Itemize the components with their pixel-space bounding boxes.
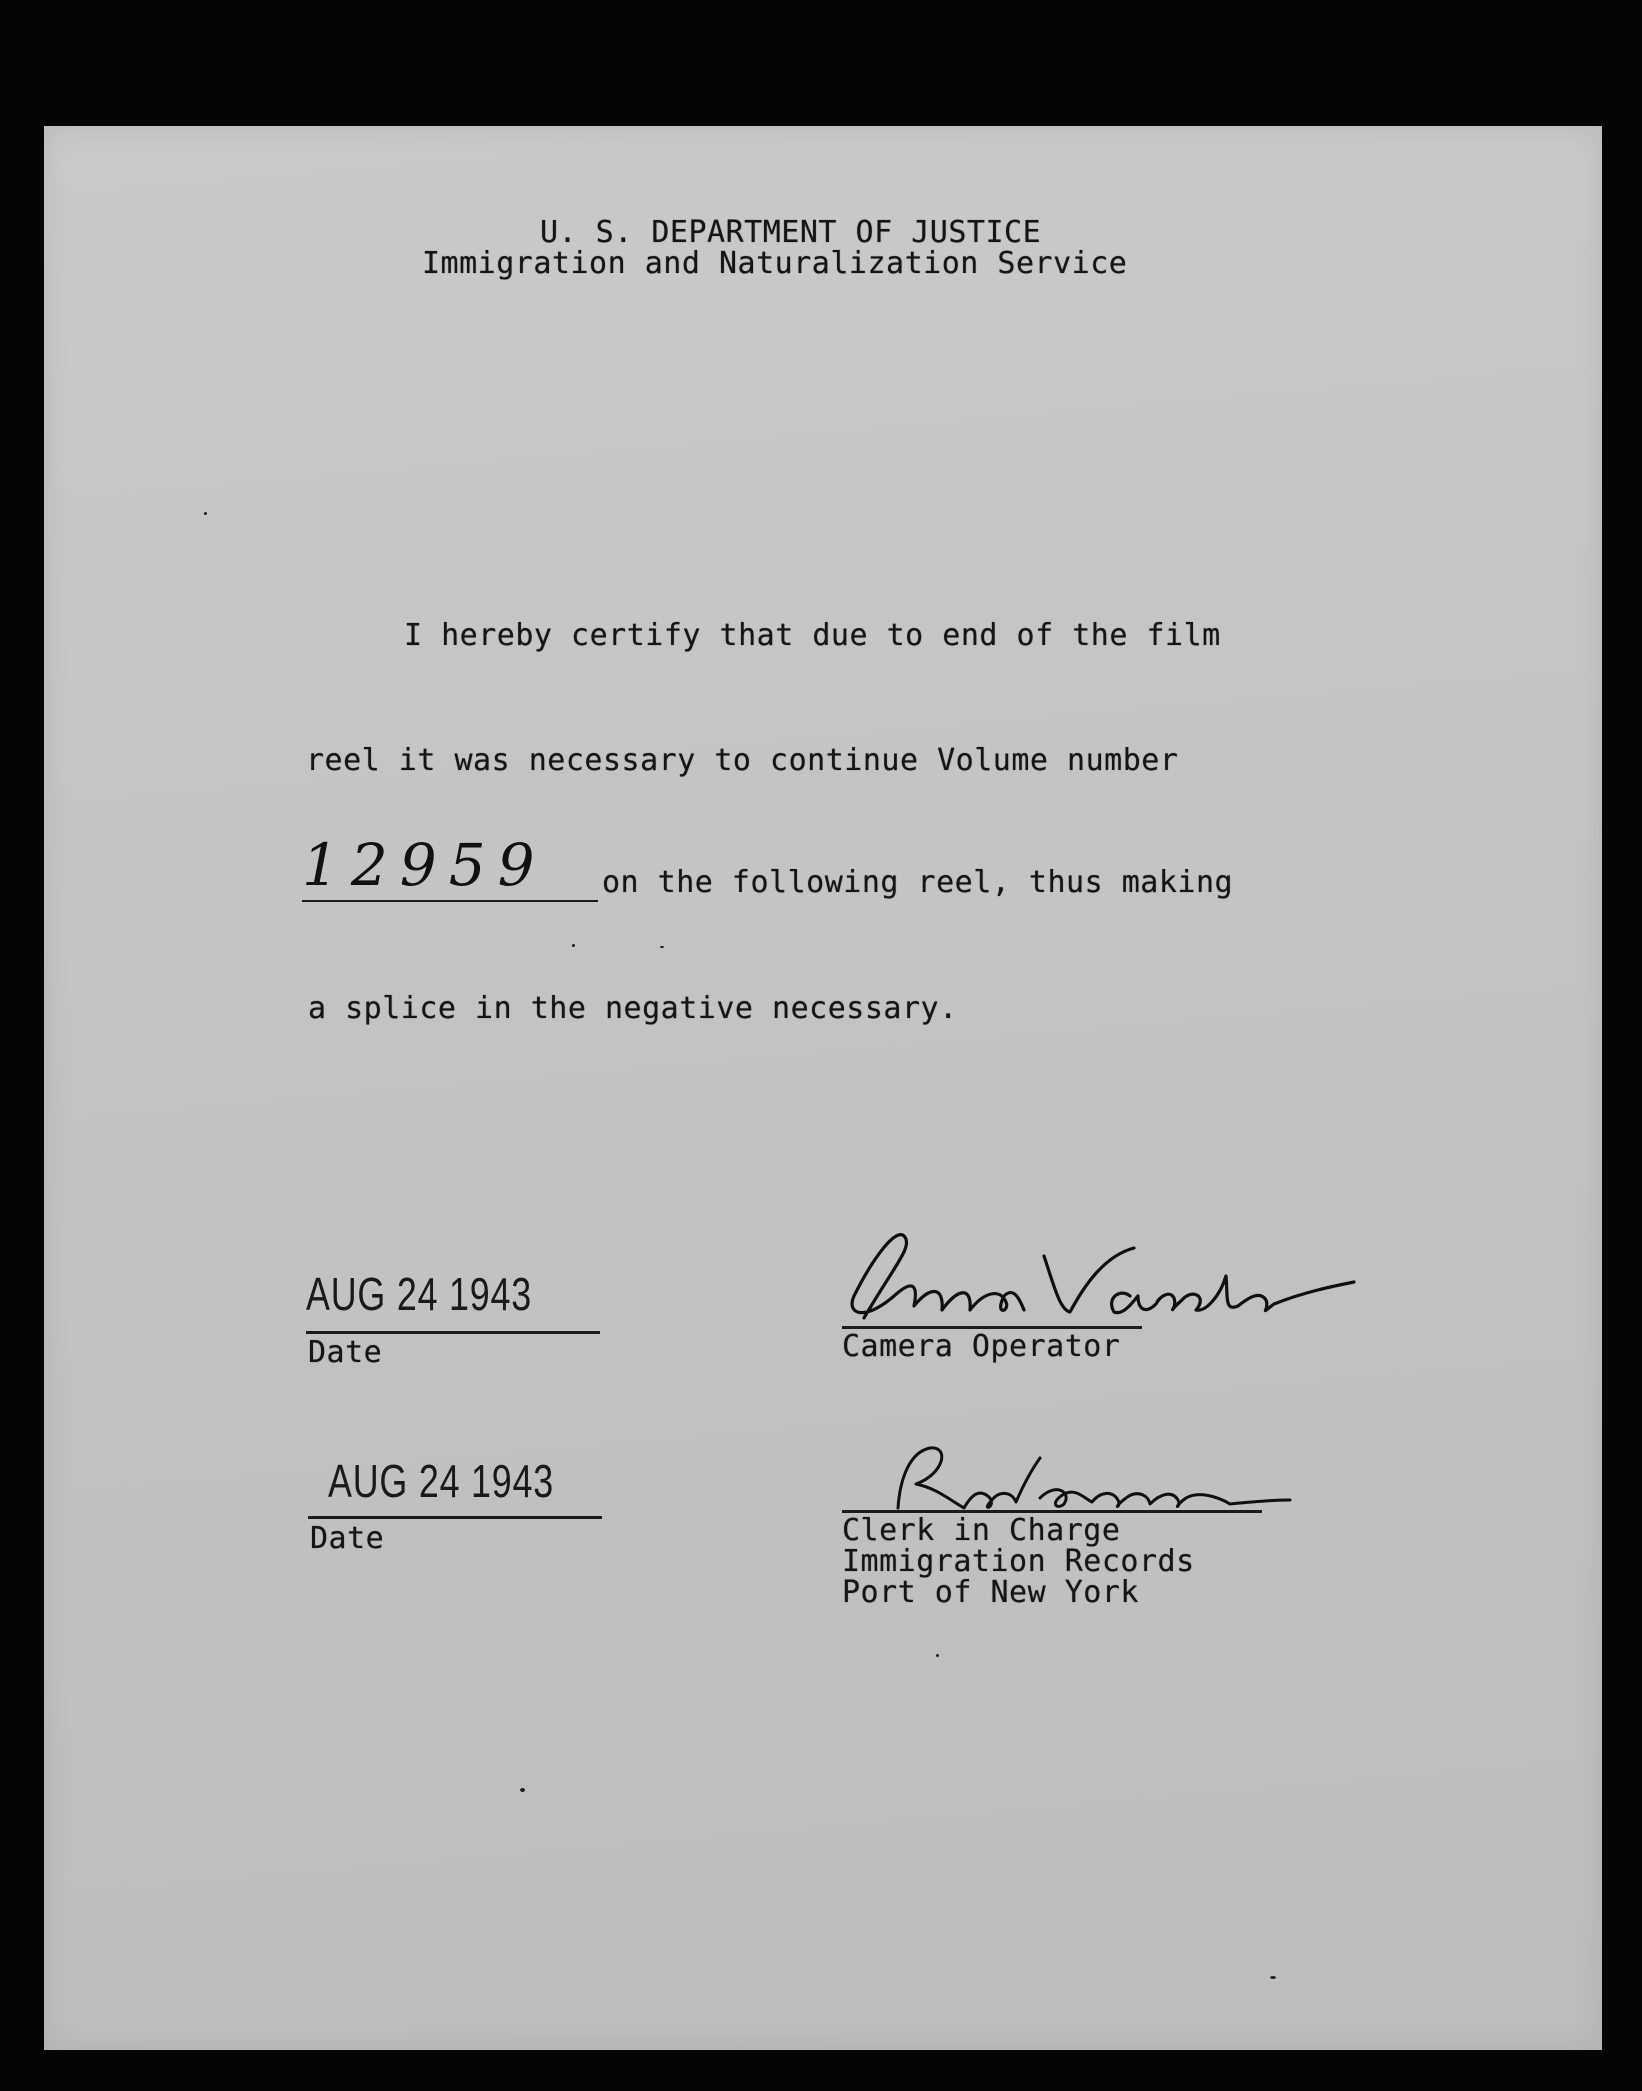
scan-speck — [660, 946, 664, 948]
body-line-3: on the following reel, thus making — [602, 865, 1234, 900]
header-department: U. S. DEPARTMENT OF JUSTICE — [540, 215, 1042, 250]
date-stamp-1: AUG 24 1943 — [306, 1268, 533, 1320]
clerk-title-line-3: Port of New York — [842, 1575, 1139, 1610]
camera-operator-signature — [834, 1226, 1394, 1336]
volume-number-handwritten: 12959 — [302, 831, 547, 899]
date-line-1 — [306, 1331, 600, 1334]
date-label-2: Date — [310, 1521, 385, 1556]
header-service: Immigration and Naturalization Service — [422, 246, 1128, 281]
scan-speck — [520, 1788, 525, 1792]
camera-operator-title: Camera Operator — [842, 1329, 1121, 1364]
scan-speck — [204, 512, 207, 515]
scan-speck — [1270, 1976, 1276, 1979]
scan-speck — [936, 1654, 939, 1657]
body-line-4: a splice in the negative necessary. — [308, 991, 958, 1026]
date-line-2 — [308, 1516, 602, 1519]
clerk-title-line-2: Immigration Records — [842, 1544, 1195, 1579]
scan-speck — [572, 944, 575, 947]
date-stamp-2: AUG 24 1943 — [328, 1455, 555, 1507]
document-page — [44, 126, 1602, 2050]
body-line-2: reel it was necessary to continue Volume number — [306, 743, 1179, 778]
date-label-1: Date — [308, 1335, 383, 1370]
volume-number-underline — [302, 900, 598, 902]
clerk-title-line-1: Clerk in Charge — [842, 1513, 1121, 1548]
body-line-1: I hereby certify that due to end of the film — [404, 618, 1221, 653]
